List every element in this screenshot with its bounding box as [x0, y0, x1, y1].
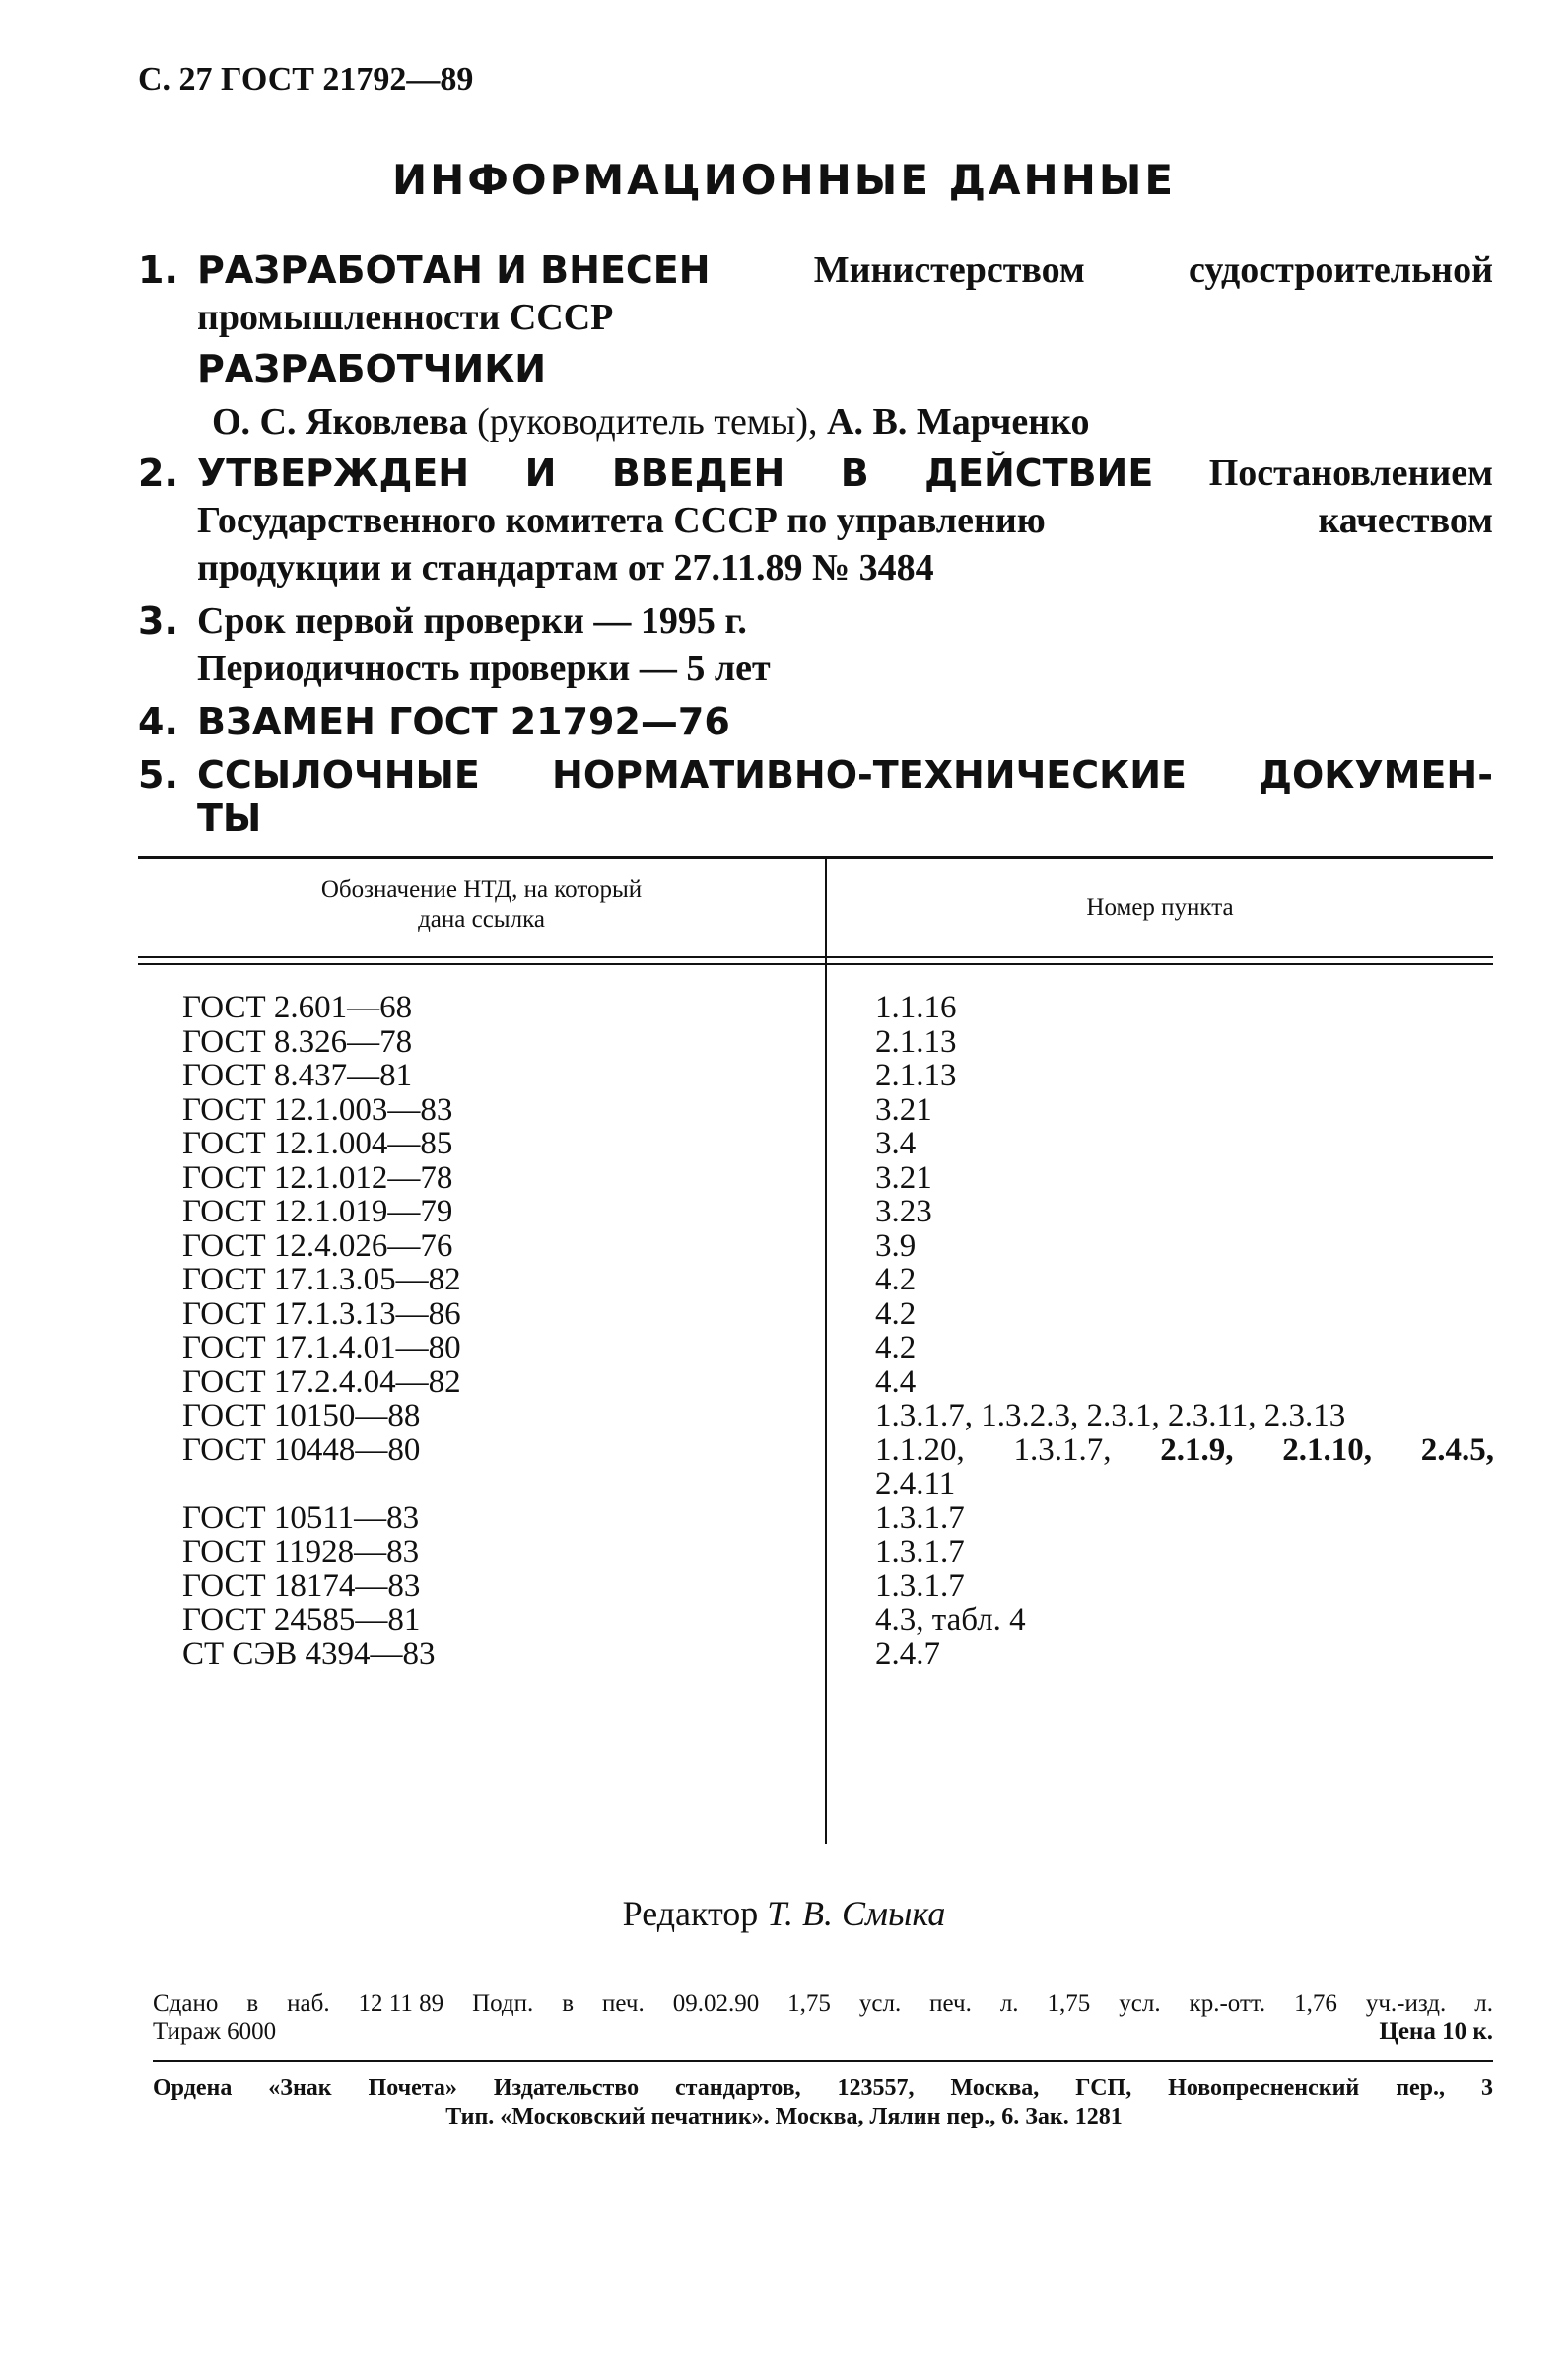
imprint-part: 1,75: [787, 1990, 831, 2017]
imprint-line-1: [153, 1989, 1493, 2019]
table-cell-ref-multi: [875, 1433, 1494, 1468]
item-lead: И: [524, 452, 557, 495]
table-cell-doc: ГОСТ 12.1.004—85: [182, 1126, 453, 1161]
table-cell-doc: ГОСТ 17.1.3.13—86: [182, 1295, 461, 1332]
table-cell-doc: ГОСТ 2.601—68: [182, 990, 413, 1025]
table-cell-ref: 1.3.1.7: [875, 1499, 965, 1536]
imprint-rule: [153, 2060, 1493, 2062]
table-cell-ref: 3.21: [875, 1091, 932, 1128]
editor-name: Т. В. Смыка: [767, 1894, 946, 1933]
item-1-line-1: [0, 246, 1568, 294]
table-cell-doc: ГОСТ 24585—81: [182, 1602, 421, 1637]
page-header: С. 27 ГОСТ 21792—89: [138, 61, 474, 98]
table-cell-doc: ГОСТ 11928—83: [182, 1534, 420, 1569]
doc-column: [182, 991, 461, 1671]
table-cell-ref: 3.9: [875, 1227, 917, 1264]
item-text: Срок первой проверки — 1995 г.: [197, 600, 747, 642]
imprint-part: уч.-изд.: [1365, 1990, 1447, 2017]
item-5-line-1: [0, 751, 1568, 799]
table-cell-doc: ГОСТ 17.1.4.01—80: [182, 1330, 461, 1365]
item-text: Министерством: [813, 249, 1085, 291]
imprint-part: усл.: [858, 1990, 902, 2017]
item-5-line-2: ТЫ: [197, 797, 262, 840]
imprint-part: наб.: [287, 1990, 330, 2017]
table-cell-ref: 2.4.7: [875, 1636, 940, 1672]
table-cell-ref: 2.1.13: [875, 1058, 957, 1093]
item-lead: ДОКУМЕН-: [1259, 753, 1493, 797]
item-lead: ВЗАМЕН ГОСТ 21792—76: [197, 700, 730, 743]
item-lead: НОРМАТИВНО-ТЕХНИЧЕСКИЕ: [552, 753, 1187, 797]
item-lead: РАЗРАБОТАН И ВНЕСЕН: [197, 248, 711, 292]
item-3-line-1: [0, 597, 1568, 645]
price: Цена 10 к.: [1379, 2018, 1493, 2045]
item-2-line-3: продукции и стандартам от 27.11.89 № 3484: [197, 547, 934, 589]
dev-initials: А. В.: [827, 401, 908, 443]
imprint-line-2: [153, 2017, 1493, 2047]
developers-heading: РАЗРАБОТЧИКИ: [197, 347, 547, 390]
item-number: 2.: [138, 452, 178, 495]
table-header-rule: [138, 963, 1493, 965]
imprint-part: 12 11 89: [358, 1990, 444, 2017]
table-cell-ref: 2.4.11: [875, 1466, 956, 1501]
table-cell-ref: 1.3.1.7, 1.3.2.3, 2.3.1, 2.3.11, 2.3.13: [875, 1398, 1346, 1433]
table-cell-doc: ГОСТ 12.4.026—76: [182, 1227, 453, 1264]
dev-initials: О. С.: [212, 401, 297, 443]
imprint-part: 09.02.90: [672, 1990, 760, 2017]
item-text: Постановлением: [1208, 453, 1493, 494]
document-title: ИНФОРМАЦИОННЫЕ ДАННЫЕ: [391, 156, 1177, 204]
imprint-part: в: [246, 1990, 259, 2017]
table-cell-ref: 3.4: [875, 1126, 917, 1161]
imprint-part: усл.: [1119, 1990, 1161, 2017]
item-2-line-2: [197, 497, 1493, 544]
col-1-header: [138, 875, 825, 935]
item-number: 1.: [138, 248, 178, 292]
ref-part: 2.1.9,: [1160, 1431, 1234, 1468]
imprint-part: 1,76: [1294, 1990, 1337, 2017]
editor-line: [0, 1893, 1568, 1934]
item-number: 5.: [138, 753, 178, 797]
table-cell-ref: 2.1.13: [875, 1023, 957, 1060]
imprint-part: в: [562, 1990, 575, 2017]
item-lead: ДЕЙСТВИЕ: [924, 452, 1154, 495]
item-text: судостроительной: [1189, 249, 1493, 291]
item-number: 3.: [138, 599, 178, 643]
imprint-part: л.: [999, 1990, 1019, 2017]
item-number: 4.: [138, 700, 178, 743]
col-2-header: Номер пункта: [1086, 894, 1234, 921]
item-text: качеством: [1318, 500, 1493, 541]
table-cell-doc: ГОСТ 10511—83: [182, 1499, 420, 1536]
table-cell-doc: ГОСТ 17.2.4.04—82: [182, 1363, 461, 1400]
table-cell-doc: ГОСТ 17.1.3.05—82: [182, 1262, 461, 1297]
item-2-line-1: [0, 450, 1568, 497]
table-cell-ref: 4.2: [875, 1330, 917, 1365]
table-cell-ref: 4.2: [875, 1262, 917, 1297]
imprint-part: 1,75: [1047, 1990, 1091, 2017]
ref-part: 2.1.10,: [1282, 1431, 1372, 1468]
dev-name: Марченко: [916, 401, 1090, 443]
imprint-printer: Тип. «Московский печатник». Москва, Лялин пер., 6. Зак. 1281: [445, 2104, 1123, 2129]
table-cell-doc: ГОСТ 12.1.012—78: [182, 1159, 453, 1196]
table-cell-doc: ГОСТ 8.326—78: [182, 1023, 413, 1060]
dev-name: Яковлева: [306, 401, 468, 443]
col-1-header-line: Обозначение НТД, на который: [320, 876, 643, 903]
imprint-part: кр.-отт.: [1189, 1990, 1266, 2017]
table-cell-doc: ГОСТ 12.1.003—83: [182, 1091, 453, 1128]
table-cell-ref: 4.4: [875, 1363, 917, 1400]
ref-part: 1.1.20,: [875, 1431, 965, 1468]
item-4-line-1: [0, 698, 1568, 745]
imprint-publisher: Ордена «Знак Почета» Издательство стандартов, 123557, Москва, ГСП, Новопресненский пер., 3: [153, 2075, 1493, 2101]
imprint-part: Подп.: [472, 1990, 534, 2017]
table-cell-doc: ГОСТ 8.437—81: [182, 1058, 413, 1093]
table-cell-doc: ГОСТ 10448—80: [182, 1431, 421, 1468]
table-cell-doc: ГОСТ 12.1.019—79: [182, 1194, 453, 1229]
item-lead: ССЫЛОЧНЫЕ: [197, 753, 480, 797]
imprint-part: печ.: [929, 1990, 972, 2017]
item-lead: УТВЕРЖДЕН: [197, 452, 470, 495]
table-cell-ref: 4.3, табл. 4: [875, 1602, 1026, 1637]
ref-part: 2.4.5,: [1420, 1431, 1494, 1468]
ref-part: 1.3.1.7,: [1013, 1431, 1112, 1468]
item-lead: ВВЕДЕН: [611, 452, 785, 495]
table-cell-empty: [182, 1467, 461, 1501]
table-cell-ref: 1.3.1.7: [875, 1534, 965, 1569]
developers-line: [212, 398, 1089, 446]
print-run: Тираж 6000: [153, 2018, 277, 2045]
table-cell-doc: ГОСТ 10150—88: [182, 1398, 421, 1433]
table-cell-ref: 4.2: [875, 1295, 917, 1332]
table-cell-doc: СТ СЭВ 4394—83: [182, 1636, 436, 1672]
dev-role: (руководитель темы),: [477, 401, 818, 443]
table-column-divider: [825, 856, 827, 1844]
imprint-part: Сдано: [153, 1990, 219, 2017]
table-header-rule: [138, 956, 1493, 958]
item-text: Государственного комитета СССР по управлению: [197, 500, 1046, 541]
imprint-part: печ.: [602, 1990, 645, 2017]
table-top-rule: [138, 856, 1493, 859]
item-lead: В: [840, 452, 869, 495]
ref-column: [875, 991, 1494, 1671]
editor-label: Редактор: [622, 1894, 759, 1933]
table-cell-doc: ГОСТ 18174—83: [182, 1567, 421, 1604]
item-1-line-2: промышленности СССР: [197, 297, 614, 338]
col-1-header-line: дана ссылка: [418, 906, 545, 933]
table-cell-ref: 3.23: [875, 1194, 932, 1229]
table-cell-ref: 1.3.1.7: [875, 1567, 965, 1604]
imprint-part: л.: [1474, 1990, 1493, 2017]
item-3-line-2: Периодичность проверки — 5 лет: [197, 648, 771, 689]
table-cell-ref: 1.1.16: [875, 990, 957, 1025]
table-cell-ref: 3.21: [875, 1159, 932, 1196]
